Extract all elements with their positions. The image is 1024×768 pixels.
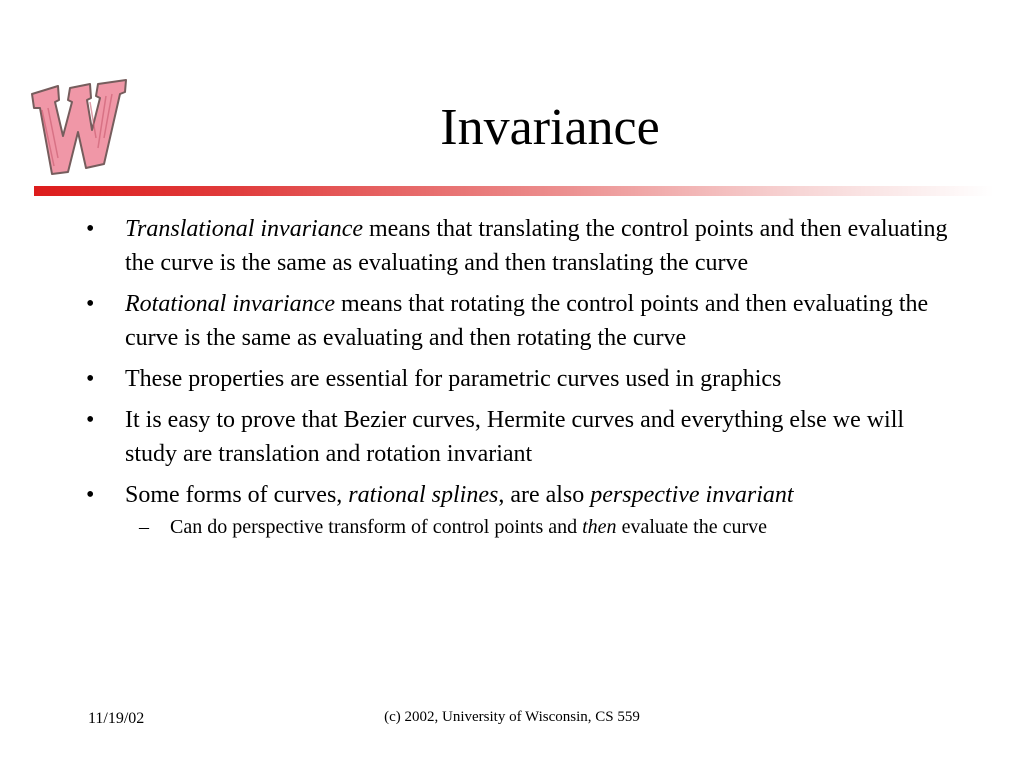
bullet-dot-icon: • xyxy=(86,407,95,433)
slide-body xyxy=(0,212,1024,549)
bullet-text: means that rotating the control points and then evaluating the curve is the same as evaluating and then rotating the curve xyxy=(125,291,929,351)
footer-copyright: (c) 2002, University of Wisconsin, CS 559 xyxy=(384,709,640,725)
bullet-term: perspective invariant xyxy=(590,482,794,508)
bullet-term: Rotational invariance xyxy=(125,291,335,317)
footer-date: 11/19/02 xyxy=(88,710,145,727)
bullet-item-perspective xyxy=(0,478,1024,542)
bullet-text: It is easy to prove that Bezier curves, Hermite curves and everything else we will study are translation and rotation invariant xyxy=(125,407,905,467)
bullet-term: Translational invariance xyxy=(125,216,364,242)
bullet-item-properties xyxy=(0,362,1024,396)
sub-bullet-item xyxy=(125,512,954,542)
sub-bullet-term: then xyxy=(582,516,617,538)
bullet-item-rotational xyxy=(0,287,1024,355)
bullet-item-translational xyxy=(0,212,1024,280)
bullet-text: , are also xyxy=(498,482,591,508)
slide-title: Invariance xyxy=(440,99,660,156)
bullet-list xyxy=(0,212,1024,542)
sub-bullet-text: Can do perspective transform of control points and xyxy=(170,516,583,538)
bullet-text: Some forms of curves, xyxy=(125,482,349,508)
bullet-dot-icon: • xyxy=(86,366,95,392)
title-divider xyxy=(34,186,994,196)
uw-w-logo xyxy=(28,78,130,176)
bullet-text: These properties are essential for parametric curves used in graphics xyxy=(125,366,782,392)
sub-bullet-dash-icon: – xyxy=(139,516,149,538)
bullet-text: means that translating the control points and then evaluating the curve is the same as evaluating and then translating the curve xyxy=(125,216,948,276)
bullet-dot-icon: • xyxy=(86,216,95,242)
sub-bullet-list xyxy=(125,512,954,542)
bullet-term: rational splines xyxy=(348,482,499,508)
bullet-dot-icon: • xyxy=(86,482,95,508)
sub-bullet-text: evaluate the curve xyxy=(616,516,768,538)
bullet-dot-icon: • xyxy=(86,291,95,317)
bullet-item-proof xyxy=(0,403,1024,471)
